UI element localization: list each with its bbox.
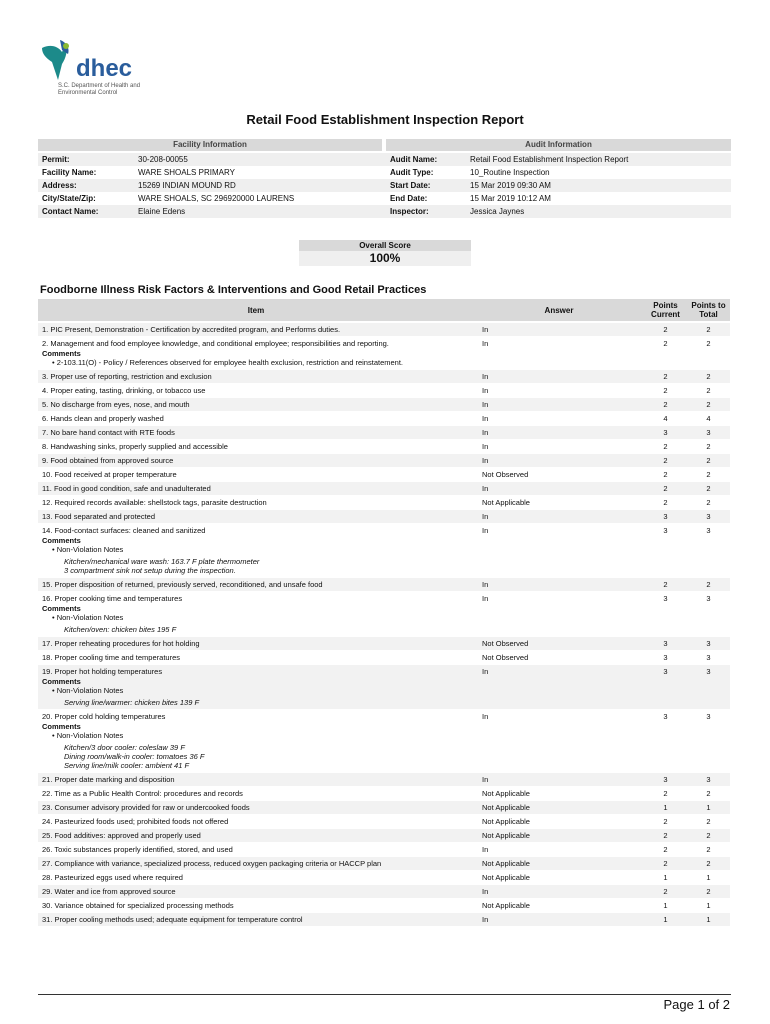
item-cell [38,857,474,870]
facility-row [38,166,731,179]
comment-bullet-text: Non-Violation Notes [56,731,124,740]
points-total-cell: 1 [706,915,711,924]
comment-bullet [42,613,474,622]
points-current-cell: 2 [663,498,668,507]
item-cell [38,426,474,439]
note-text: Kitchen/oven: chicken bites 195 F [64,625,177,634]
facility-value: Elaine Edens [138,207,186,216]
item-cell [38,773,474,786]
item-text: 27. Compliance with variance, specialized process, reduced oxygen packaging criteria or HACCP plan [42,859,382,868]
overall-score [299,240,471,266]
table-row [38,440,730,453]
item-cell [38,843,474,856]
facility-label: Start Date: [390,181,431,190]
answer-cell: In [482,580,489,589]
table-row [38,454,730,467]
table-row [38,524,730,577]
item-text: 5. No discharge from eyes, nose, and mouth [42,400,190,409]
points-total-cell: 3 [706,667,711,676]
item-text: 9. Food obtained from approved source [42,456,174,465]
report-title: Retail Food Establishment Inspection Report [246,112,524,127]
table-row [38,773,730,786]
item-text: 31. Proper cooling methods used; adequate equipment for temperature control [42,915,303,924]
points-total-cell: 2 [706,400,711,409]
points-current-cell: 3 [663,639,668,648]
facility-value: 15 Mar 2019 09:30 AM [470,181,551,190]
item-text: 28. Pasteurized eggs used where required [42,873,183,882]
facility-row [38,205,731,218]
table-row [38,885,730,898]
table-row [38,337,730,369]
points-total-cell: 2 [706,498,711,507]
points-current-cell: 2 [663,789,668,798]
item-cell [38,337,474,369]
section-title: Foodborne Illness Risk Factors & Interventions and Good Retail Practices [40,284,427,296]
item-cell [38,412,474,425]
table-row [38,482,730,495]
item-text: 23. Consumer advisory provided for raw or undercooked foods [42,803,250,812]
item-cell [38,829,474,842]
answer-cell: In [482,526,489,535]
table-row [38,510,730,523]
item-text: 18. Proper cooling time and temperatures [42,653,180,662]
comment-bullet-text: 2-103.11(O) - Policy / References observed for employee health exclusion, restriction and reinstatement. [56,358,404,367]
item-cell [38,637,474,650]
answer-cell: In [482,712,489,721]
table-row [38,323,730,336]
item-cell [38,384,474,397]
answer-cell: Not Applicable [482,831,530,840]
bullet-icon: • [52,545,57,554]
points-current-cell: 2 [663,887,668,896]
note-text: Kitchen/mechanical ware wash: 163.7 F plate thermometer [64,557,260,566]
answer-cell: In [482,325,489,334]
points-current-cell: 1 [663,873,668,882]
points-total-cell: 2 [706,831,711,840]
comment-bullet-text: Non-Violation Notes [56,613,124,622]
points-total-cell: 3 [706,428,711,437]
points-total-cell: 2 [706,789,711,798]
item-cell [38,651,474,664]
answer-cell: In [482,667,489,676]
item-text: 4. Proper eating, tasting, drinking, or tobacco use [42,386,206,395]
points-total-cell: 3 [706,512,711,521]
points-total-cell: 2 [706,484,711,493]
answer-cell: In [482,414,489,423]
bullet-icon: • [52,358,57,367]
answer-cell: In [482,456,489,465]
header-answer: Answer [544,305,574,315]
answer-cell: In [482,845,489,854]
item-text: 20. Proper cold holding temperatures [42,712,166,721]
comments-label: Comments [42,349,81,358]
answer-cell: Not Applicable [482,817,530,826]
points-total-cell: 2 [706,845,711,854]
answer-cell: Not Observed [482,639,529,648]
points-total-cell: 2 [706,339,711,348]
table-row [38,637,730,650]
points-total-cell: 2 [706,887,711,896]
item-cell [38,398,474,411]
points-total-cell: 1 [706,901,711,910]
points-current-cell: 2 [663,484,668,493]
header-item: Item [247,305,265,315]
points-current-cell: 1 [663,803,668,812]
answer-cell: Not Observed [482,653,529,662]
table-row [38,398,730,411]
item-cell [38,913,474,926]
answer-cell: In [482,915,489,924]
bullet-icon: • [52,686,57,695]
comment-bullet [42,545,474,554]
comments-label: Comments [42,722,81,731]
item-text: 24. Pasteurized foods used; prohibited foods not offered [42,817,229,826]
points-total-cell: 2 [706,386,711,395]
facility-value: 15269 INDIAN MOUND RD [138,181,236,190]
answer-cell: In [482,887,489,896]
points-total-cell: 4 [706,414,711,423]
comment-bullet [42,358,474,367]
answer-cell: Not Applicable [482,901,530,910]
item-text: 1. PIC Present, Demonstration - Certification by accredited program, and Performs duties. [42,325,341,334]
answer-cell: Not Applicable [482,498,530,507]
item-text: 10. Food received at proper temperature [42,470,177,479]
points-current-cell: 2 [663,442,668,451]
answer-cell: Not Observed [482,470,529,479]
points-current-cell: 3 [663,512,668,521]
item-text: 30. Variance obtained for specialized processing methods [42,901,234,910]
item-text: 13. Food separated and protected [42,512,155,521]
points-current-cell: 3 [663,712,668,721]
item-text: 2. Management and food employee knowledge, and conditional employee; responsibilities and reporting. [42,339,389,348]
answer-cell: In [482,372,489,381]
item-text: 17. Proper reheating procedures for hot holding [42,639,200,648]
comments-label: Comments [42,677,81,686]
facility-audit-info [38,139,731,218]
item-text: 22. Time as a Public Health Control: procedures and records [42,789,243,798]
table-row [38,801,730,814]
table-row [38,899,730,912]
header-points-total: Points to Total [691,301,726,319]
points-total-cell: 2 [706,372,711,381]
item-cell [38,524,474,577]
facility-value: 15 Mar 2019 10:12 AM [470,194,551,203]
item-text: 25. Food additives: approved and properly used [42,831,201,840]
table-row [38,592,730,636]
points-current-cell: 2 [663,372,668,381]
answer-cell: In [482,442,489,451]
points-current-cell: 3 [663,594,668,603]
item-cell [38,323,474,336]
points-current-cell: 3 [663,428,668,437]
points-total-cell: 3 [706,653,711,662]
facility-value: 10_Routine Inspection [470,168,550,177]
item-cell [38,510,474,523]
points-current-cell: 3 [663,775,668,784]
inspection-table [38,299,730,927]
points-current-cell: 2 [663,325,668,334]
points-current-cell: 2 [663,339,668,348]
answer-cell: In [482,484,489,493]
table-header [38,299,730,321]
facility-value: 30-208-00055 [138,155,188,164]
answer-cell: In [482,594,489,603]
facility-value: WARE SHOALS PRIMARY [138,168,235,177]
points-total-cell: 3 [706,639,711,648]
points-current-cell: 2 [663,580,668,589]
comment-bullet-text: Non-Violation Notes [56,545,124,554]
answer-cell: In [482,428,489,437]
points-current-cell: 2 [663,400,668,409]
table-row [38,665,730,709]
item-text: 7. No bare hand contact with RTE foods [42,428,175,437]
table-row [38,426,730,439]
points-total-cell: 2 [706,859,711,868]
item-cell [38,899,474,912]
points-total-cell: 2 [706,470,711,479]
item-cell [38,815,474,828]
answer-cell: In [482,400,489,409]
points-total-cell: 2 [706,456,711,465]
points-current-cell: 2 [663,470,668,479]
table-row [38,496,730,509]
table-row [38,578,730,591]
item-text: 14. Food-contact surfaces: cleaned and sanitized [42,526,206,535]
facility-label: Permit: [42,155,70,164]
points-current-cell: 2 [663,456,668,465]
bullet-icon: • [52,613,57,622]
comments-label: Comments [42,536,81,545]
item-text: 15. Proper disposition of returned, previously served, reconditioned, and unsafe food [42,580,323,589]
points-total-cell: 3 [706,526,711,535]
points-current-cell: 1 [663,901,668,910]
facility-label: City/State/Zip: [42,194,96,203]
facility-label: Audit Type: [390,168,434,177]
table-row [38,370,730,383]
item-text: 16. Proper cooking time and temperatures [42,594,183,603]
points-current-cell: 2 [663,817,668,826]
table-row [38,913,730,926]
item-cell [38,578,474,591]
facility-row [38,179,731,192]
facility-info-header: Facility Information [38,139,382,151]
item-cell [38,454,474,467]
table-row [38,857,730,870]
bullet-icon: • [52,731,57,740]
audit-info-header: Audit Information [386,139,731,151]
item-text: 21. Proper date marking and disposition [42,775,175,784]
table-row [38,787,730,800]
points-current-cell: 3 [663,667,668,676]
points-total-cell: 3 [706,594,711,603]
item-cell [38,885,474,898]
palmetto-icon [40,40,80,82]
facility-label: Address: [42,181,77,190]
points-current-cell: 2 [663,859,668,868]
facility-value: Retail Food Establishment Inspection Report [470,155,629,164]
comment-bullet-text: Non-Violation Notes [56,686,124,695]
answer-cell: Not Applicable [482,859,530,868]
item-text: 26. Toxic substances properly identified, stored, and used [42,845,233,854]
points-total-cell: 2 [706,580,711,589]
points-current-cell: 2 [663,386,668,395]
answer-cell: Not Applicable [482,789,530,798]
answer-cell: Not Applicable [482,873,530,882]
comment-bullet [42,686,474,695]
page-number: Page 1 of 2 [663,997,730,1012]
item-text: 19. Proper hot holding temperatures [42,667,163,676]
points-total-cell: 2 [706,325,711,334]
item-cell [38,370,474,383]
facility-label: Inspector: [390,207,429,216]
facility-row [38,153,731,166]
table-row [38,843,730,856]
points-total-cell: 2 [706,442,711,451]
comment-bullet [42,731,474,740]
note-text: Dining room/walk-in cooler: tomatoes 36 F [64,752,205,761]
item-cell [38,871,474,884]
facility-value: WARE SHOALS, SC 296920000 LAURENS [138,194,295,203]
facility-label: Facility Name: [42,168,97,177]
points-current-cell: 1 [663,915,668,924]
item-cell [38,592,474,636]
points-current-cell: 4 [663,414,668,423]
table-row [38,412,730,425]
answer-cell: Not Applicable [482,803,530,812]
comments-label: Comments [42,604,81,613]
logo-wordmark: dhec [76,55,133,82]
points-total-cell: 3 [706,712,711,721]
note-text: Kitchen/3 door cooler: coleslaw 39 F [64,743,185,752]
facility-label: Contact Name: [42,207,99,216]
points-current-cell: 3 [663,653,668,662]
table-row [38,710,730,772]
overall-score-value: 100% [299,251,471,266]
points-current-cell: 2 [663,831,668,840]
points-current-cell: 3 [663,526,668,535]
item-cell [38,482,474,495]
header-points-current: Points Current [651,301,680,319]
facility-value: Jessica Jaynes [470,207,525,216]
logo-subtitle: S.C. Department of Health and Environmental Control [58,83,141,96]
facility-label: End Date: [390,194,428,203]
overall-score-label: Overall Score [299,240,471,251]
footer-divider [38,994,731,995]
item-cell [38,665,474,709]
item-text: 12. Required records available: shellstock tags, parasite destruction [42,498,267,507]
item-text: 3. Proper use of reporting, restriction and exclusion [42,372,212,381]
table-row [38,384,730,397]
answer-cell: In [482,512,489,521]
item-text: 6. Hands clean and properly washed [42,414,164,423]
item-cell [38,468,474,481]
item-cell [38,496,474,509]
facility-row [38,192,731,205]
points-total-cell: 1 [706,803,711,812]
table-row [38,468,730,481]
facility-label: Audit Name: [390,155,438,164]
item-cell [38,787,474,800]
item-cell [38,440,474,453]
item-text: 29. Water and ice from approved source [42,887,176,896]
item-text: 8. Handwashing sinks, properly supplied and accessible [42,442,228,451]
points-total-cell: 2 [706,817,711,826]
note-text: Serving line/warmer: chicken bites 139 F [64,698,200,707]
item-text: 11. Food in good condition, safe and unadulterated [42,484,211,493]
answer-cell: In [482,775,489,784]
points-total-cell: 1 [706,873,711,882]
table-row [38,651,730,664]
note-text: Serving line/milk cooler: ambient 41 F [64,761,190,770]
points-total-cell: 3 [706,775,711,784]
table-row [38,829,730,842]
table-row [38,871,730,884]
note-text: 3 compartment sink not setup during the inspection. [64,566,236,575]
answer-cell: In [482,386,489,395]
answer-cell: In [482,339,489,348]
item-cell [38,801,474,814]
points-current-cell: 2 [663,845,668,854]
item-cell [38,710,474,772]
table-row [38,815,730,828]
